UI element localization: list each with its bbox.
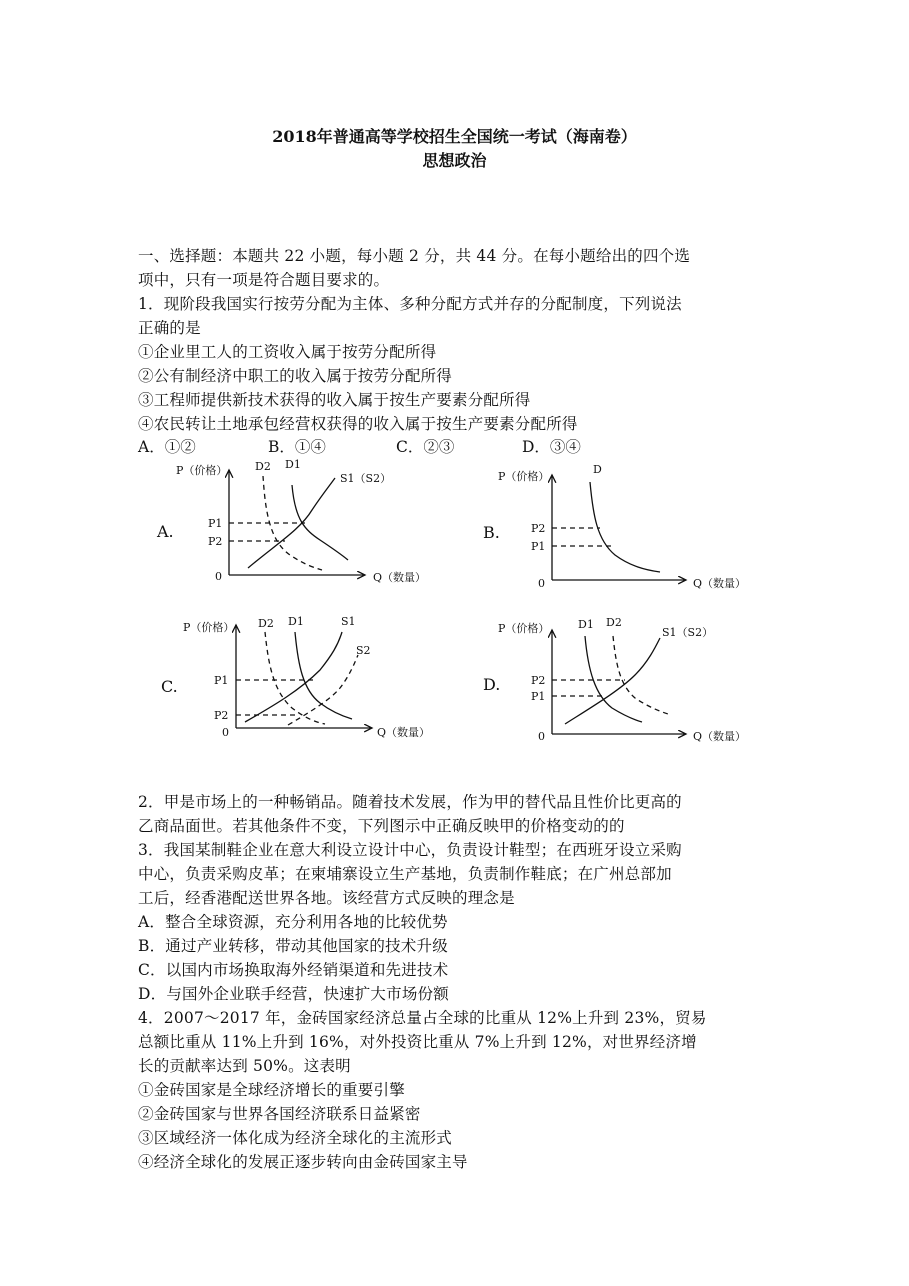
q3-option-c: C．以国内市场换取海外经销渠道和先进技术 <box>138 961 449 979</box>
graph-d-curve-d2: D2 <box>606 616 622 629</box>
graph-d-price-axis: P（价格） <box>498 622 550 635</box>
graph-c-tick-p1: P1 <box>214 674 229 687</box>
graph-d-curve-s1: S1（S2） <box>662 626 714 639</box>
q1-item: ④农民转让土地承包经营权获得的收入属于按生产要素分配所得 <box>138 415 578 433</box>
graph-b-curve-d: D <box>593 463 602 476</box>
graph-a-curve-d1: D1 <box>285 458 301 471</box>
q4-stem: 总额比重从 11%上升到 16%，对外投资比重从 7%上升到 12%，对世界经济增 <box>138 1033 697 1051</box>
q3-stem: 3．我国某制鞋企业在意大利设立设计中心，负责设计鞋型；在西班牙设立采购 <box>138 841 682 859</box>
graph-a-curve-s1: S1（S2） <box>340 472 392 485</box>
q1-stem: 正确的是 <box>138 319 201 337</box>
q3-option-d: D．与国外企业联手经营，快速扩大市场份额 <box>138 985 449 1003</box>
graph-a <box>229 470 365 575</box>
graph-a-label: A. <box>157 522 174 541</box>
graph-d-tick-p1: P1 <box>531 690 546 703</box>
graph-d-quantity-axis: Q（数量） <box>693 730 747 743</box>
graph-c <box>236 625 372 728</box>
graph-d-tick-p2: P2 <box>531 674 546 687</box>
graph-c-label: C. <box>161 677 178 696</box>
q4-item: ④经济全球化的发展正逐步转向由金砖国家主导 <box>138 1153 468 1171</box>
q1-option-c: C．②③ <box>396 438 455 456</box>
section-intro-line: 项中，只有一项是符合题目要求的。 <box>138 271 390 289</box>
graph-d-origin: 0 <box>538 730 545 743</box>
graph-c-tick-p2: P2 <box>214 709 229 722</box>
graph-b-tick-p2: P2 <box>531 522 546 535</box>
graph-b-quantity-axis: Q（数量） <box>693 577 747 590</box>
graph-c-curve-s1: S1 <box>341 615 356 628</box>
graph-d-label: D. <box>483 675 501 694</box>
q3-option-a: A．整合全球资源，充分利用各地的比较优势 <box>138 913 448 931</box>
exam-title: 2018年普通高等学校招生全国统一考试（海南卷） <box>272 127 637 146</box>
graph-b-price-axis: P（价格） <box>498 470 550 483</box>
q1-item: ②公有制经济中职工的收入属于按劳分配所得 <box>138 367 453 385</box>
graph-a-origin: 0 <box>215 570 222 583</box>
section-intro-line: 一、选择题：本题共 22 小题，每小题 2 分，共 44 分。在每小题给出的四个选 <box>138 247 691 265</box>
q1-option-b: B．①④ <box>268 438 326 456</box>
graph-d <box>552 630 686 734</box>
graph-d-curve-d1: D1 <box>578 618 594 631</box>
exam-subject: 思想政治 <box>422 151 487 170</box>
graph-b-tick-p1: P1 <box>531 540 546 553</box>
graph-a-quantity-axis: Q（数量） <box>373 571 427 584</box>
graph-b-label: B. <box>483 523 500 542</box>
q4-stem: 长的贡献率达到 50%。这表明 <box>138 1057 351 1075</box>
graph-c-curve-s2: S2 <box>356 644 371 657</box>
q2-stem: 乙商品面世。若其他条件不变，下列图示中正确反映甲的价格变动的的 <box>138 817 625 835</box>
graph-c-quantity-axis: Q（数量） <box>377 726 431 739</box>
q1-item: ①企业里工人的工资收入属于按劳分配所得 <box>138 343 437 361</box>
q2-stem: 2．甲是市场上的一种畅销品。随着技术发展，作为甲的替代品且性价比更高的 <box>138 793 682 811</box>
q3-option-b: B．通过产业转移，带动其他国家的技术升级 <box>138 937 448 955</box>
graph-b-origin: 0 <box>538 577 545 590</box>
q4-item: ③区域经济一体化成为经济全球化的主流形式 <box>138 1129 453 1147</box>
q4-item: ②金砖国家与世界各国经济联系日益紧密 <box>138 1105 421 1123</box>
graph-c-origin: 0 <box>222 726 229 739</box>
q4-item: ①金砖国家是全球经济增长的重要引擎 <box>138 1081 405 1099</box>
graph-a-tick-p1: P1 <box>208 517 223 530</box>
q3-stem: 工后，经香港配送世界各地。该经营方式反映的理念是 <box>138 889 515 907</box>
graph-c-curve-d1: D1 <box>288 615 304 628</box>
q1-stem: 1．现阶段我国实行按劳分配为主体、多种分配方式并存的分配制度，下列说法 <box>138 295 682 313</box>
graph-c-curve-d2: D2 <box>258 617 274 630</box>
q1-option-d: D．③④ <box>522 438 581 456</box>
q1-option-a: A．①② <box>138 438 196 456</box>
q4-stem: 4．2007～2017 年，金砖国家经济总量占全球的比重从 12%上升到 23%，贸易 <box>138 1009 707 1027</box>
graph-b <box>552 475 686 580</box>
q1-item: ③工程师提供新技术获得的收入属于按生产要素分配所得 <box>138 391 531 409</box>
graph-a-curve-d2: D2 <box>255 460 271 473</box>
graph-c-price-axis: P（价格） <box>183 621 235 634</box>
graph-a-price-axis: P（价格） <box>176 464 228 477</box>
q3-stem: 中心，负责采购皮革；在柬埔寨设立生产基地，负责制作鞋底；在广州总部加 <box>138 865 672 883</box>
graph-a-tick-p2: P2 <box>208 535 223 548</box>
